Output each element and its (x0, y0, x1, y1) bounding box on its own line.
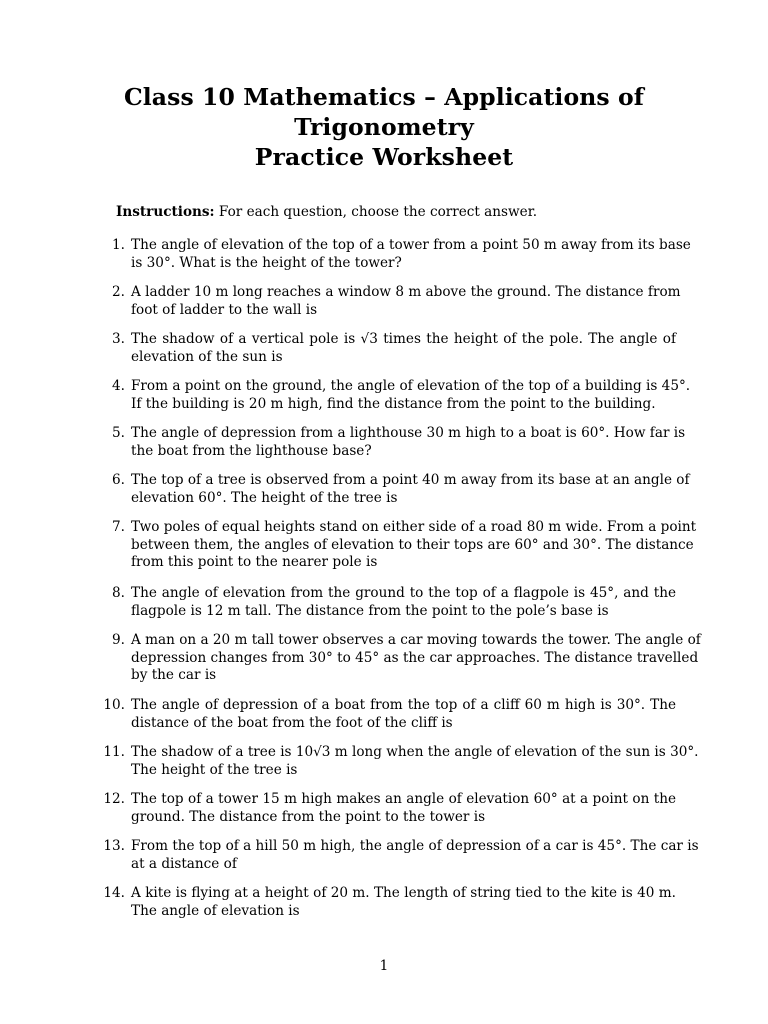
question-line: A man on a 20 m tall tower observes a car moving towards the tower. The angle of (131, 632, 701, 648)
question-number: 8. (112, 585, 125, 601)
page-title (0, 82, 768, 172)
title-line-1: Class 10 Mathematics – Applications of (123, 83, 645, 111)
question-line: ground. The distance from the point to the tower is (131, 808, 486, 825)
question-line: The height of the tree is (131, 761, 298, 778)
question-line: Two poles of equal heights stand on either side of a road 80 m wide. From a point (131, 519, 697, 535)
question-text (131, 425, 686, 460)
question-text (131, 838, 699, 873)
question-line: If the building is 20 m high, find the distance from the point to the building. (131, 395, 656, 412)
question-number: 6. (112, 472, 125, 488)
question-line: A kite is flying at a height of 20 m. The length of string tied to the kite is 40 m. (131, 885, 676, 901)
question-number: 10. (103, 697, 125, 713)
question-text (131, 237, 691, 272)
instructions-text: For each question, choose the correct answer. (218, 204, 538, 220)
question-number: 3. (112, 331, 125, 347)
question-text (131, 472, 690, 507)
question-line: The top of a tower 15 m high makes an angle of elevation 60° at a point on the (131, 791, 676, 807)
question-text (131, 284, 681, 319)
question-text (131, 632, 701, 685)
question-line: The shadow of a tree is 10√3 m long when the angle of elevation of the sun is 30°. (131, 744, 699, 760)
question-line: The angle of elevation of the top of a tower from a point 50 m away from its base (131, 237, 691, 253)
question-number: 5. (112, 425, 125, 441)
question-line: at a distance of (131, 855, 237, 872)
question-text (131, 519, 697, 572)
question-text (131, 697, 676, 732)
question-line: from this point to the nearer pole is (131, 554, 378, 570)
question-number: 4. (112, 378, 125, 394)
question-number: 2. (112, 284, 125, 300)
question-text (131, 378, 691, 413)
question-text (131, 885, 676, 920)
question-line: A ladder 10 m long reaches a window 8 m above the ground. The distance from (131, 284, 681, 300)
question-line: elevation 60°. The height of the tree is (131, 489, 398, 506)
question-text (131, 791, 676, 826)
question-line: is 30°. What is the height of the tower? (131, 254, 402, 271)
question-line: The angle of depression of a boat from the top of a cliff 60 m high is 30°. The (131, 697, 676, 713)
question-line: elevation of the sun is (131, 348, 283, 365)
question-number: 13. (103, 838, 125, 854)
question-line: distance of the boat from the foot of the cliff is (131, 714, 453, 731)
page-number: 1 (379, 958, 389, 974)
question-text (131, 331, 676, 366)
question-line: From the top of a hill 50 m high, the angle of depression of a car is 45°. The car is (131, 838, 699, 854)
question-line: The top of a tree is observed from a point 40 m away from its base at an angle of (131, 472, 690, 488)
instructions-label: Instructions: (116, 204, 215, 220)
question-number: 14. (103, 885, 125, 901)
question-line: The shadow of a vertical pole is √3 times the height of the pole. The angle of (131, 331, 676, 347)
instructions (116, 203, 537, 221)
question-number: 1. (112, 237, 125, 253)
title-line-3: Practice Worksheet (254, 143, 514, 171)
title-line-2: Trigonometry (294, 113, 474, 141)
question-line: foot of ladder to the wall is (131, 301, 318, 318)
question-number: 12. (103, 791, 125, 807)
question-number: 9. (112, 632, 125, 648)
question-line: depression changes from 30° to 45° as the car approaches. The distance travelled (131, 649, 699, 666)
question-text (131, 585, 676, 620)
question-text (131, 744, 699, 779)
question-line: From a point on the ground, the angle of elevation of the top of a building is 45°. (131, 378, 691, 394)
question-line: flagpole is 12 m tall. The distance from the point to the pole’s base is (131, 602, 609, 619)
question-line: between them, the angles of elevation to their tops are 60° and 30°. The distance (131, 536, 694, 553)
question-number: 7. (112, 519, 125, 535)
question-number: 11. (103, 744, 125, 760)
question-line: the boat from the lighthouse base? (131, 442, 372, 459)
question-line: The angle of elevation is (131, 902, 300, 919)
question-line: The angle of depression from a lighthouse 30 m high to a boat is 60°. How far is (131, 425, 686, 441)
question-line: The angle of elevation from the ground to the top of a flagpole is 45°, and the (131, 585, 676, 601)
question-line: by the car is (131, 667, 217, 683)
